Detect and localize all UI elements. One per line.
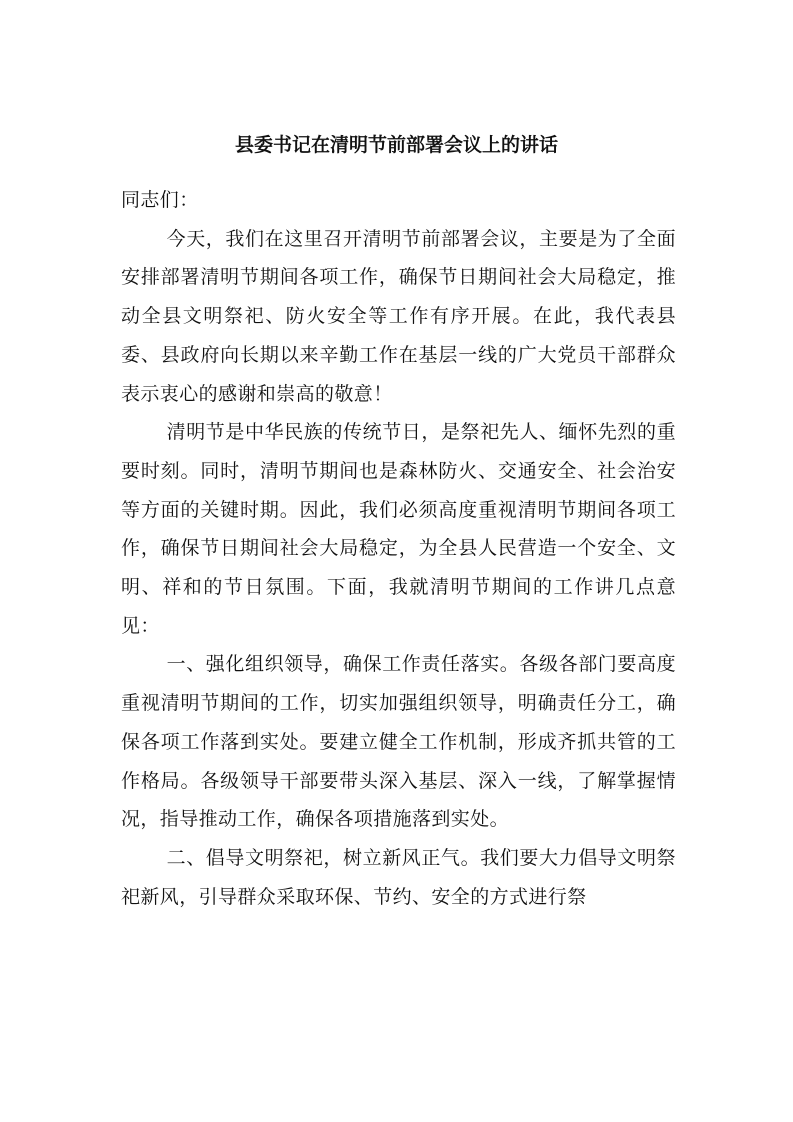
document-title: 县委书记在清明节前部署会议上的讲话 [234, 134, 558, 156]
document-body [121, 181, 676, 916]
paragraph-background: 清明节是中华民族的传统节日，是祭祀先人、缅怀先烈的重要时刻。同时，清明节期间也是森林防火、交通安全、社会治安等方面的关键时期。因此，我们必须高度重视清明节期间各项工作，确保节日期间社会大局稳定，为全县人民营造一个安全、文明、祥和的节日氛围。下面，我就清明节期间的工作讲几点意见： [121, 421, 676, 637]
salutation: 同志们： [121, 189, 199, 211]
paragraph-point-two: 二、倡导文明祭祀，树立新风正气。我们要大力倡导文明祭祀新风，引导群众采取环保、节约、安全的方式进行祭 [121, 846, 676, 908]
paragraph-opening: 今天，我们在这里召开清明节前部署会议，主要是为了全面安排部署清明节期间各项工作，确保节日期间社会大局稳定，推动全县文明祭祀、防火安全等工作有序开展。在此，我代表县委、县政府向长期以来辛勤工作在基层一线的广大党员干部群众表示衷心的感谢和崇高的敬意！ [121, 227, 676, 405]
paragraph-point-one: 一、强化组织领导，确保工作责任落实。各级各部门要高度重视清明节期间的工作，切实加强组织领导，明确责任分工，确保各项工作落到实处。要建立健全工作机制，形成齐抓共管的工作格局。各级领导干部要带头深入基层、深入一线，了解掌握情况，指导推动工作，确保各项措施落到实处。 [121, 653, 676, 831]
